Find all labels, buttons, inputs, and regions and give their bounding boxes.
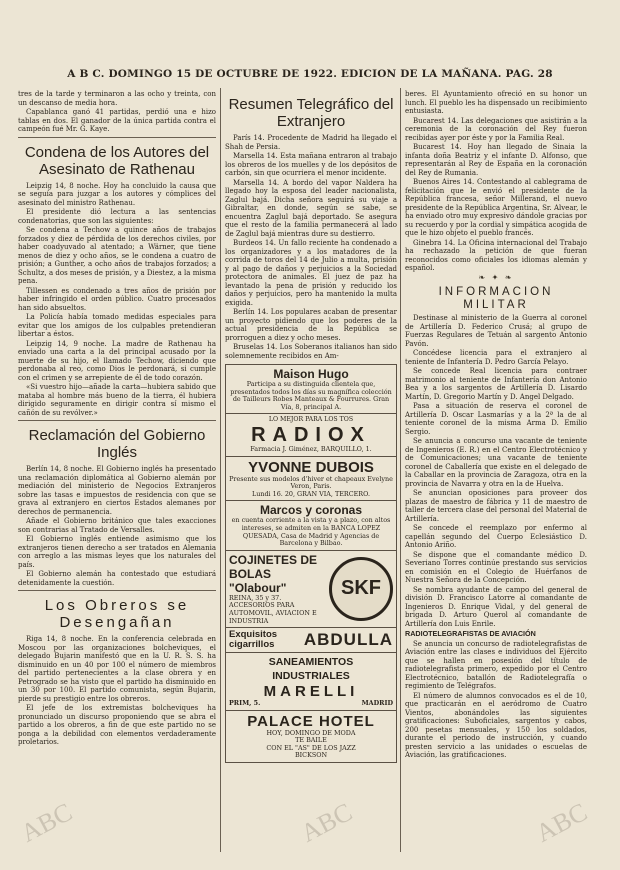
- article-paragraph: Berlín 14. Los populares acaban de presentar un proyecto pidiendo que los poderes de la actual presidencia de la República se prorroguen a diez y ocho meses.: [225, 308, 397, 342]
- ad-line: TE BAILE: [295, 736, 327, 745]
- article-paragraph: El jefe de los extremistas bolcheviques ha pronunciado un discurso proponiendo que se abra el partido a los obreros, a fin de que este partido no se ponga a la debilidad con elementos verdaderamente proletarios.: [18, 704, 216, 746]
- bearing-logo-icon: SKF: [329, 557, 393, 621]
- ad-title: YVONNE DUBOIS: [248, 458, 374, 476]
- article-paragraph: Bucarest 14. Las delegaciones que asistirán a la ceremonia de la coronación del Rey fueron recibidas ayer por éste y por la Familia Real.: [405, 116, 587, 142]
- article-paragraph: Se anuncia a concurso una vacante de teniente de Ingenieros (E. R.) en el Centro Electrotécnico y de Comunicaciones; una vacante de teniente coronel de Caballería que existe en el delegado de la Caballar en la provincia de Zaragoza, otra en la provincia de Navarra y otra en la de Huelva.: [405, 437, 587, 488]
- ad-title: PALACE HOTEL: [247, 712, 375, 730]
- column-divider: [400, 88, 401, 852]
- article-paragraph: Se nombra ayudante de campo del general de división D. Francisco Latorre al comandante de Ingenieros D. Enrique Vidal, y del general de brigada D. Arturo Querol al comandante de Artillería don Luis Enrile.: [405, 585, 587, 628]
- article-paragraph: «Si vuestro hijo—añade la carta—hubiera sabido que mataba al hombre más bueno de la tierra, él hubiera dirigido seguramente en dirigir contra sí mismo el cañón de su revólver.»: [18, 383, 216, 417]
- ad-brand: ABDULLA: [303, 630, 393, 650]
- article-paragraph: Se concede el reemplazo por enfermo al capellán segundo del Cuerpo Eclesiástico D. Antonio Ariño.: [405, 524, 587, 549]
- intro-paragraph: tres de la tarde y terminaron a las ocho y treinta, con un descanso de media hora.: [18, 90, 216, 107]
- article-paragraph: Buenos Aires 14. Contestando al cablegrama de felicitación que le envió el presidente de la República francesa, señor Millerand, el nuevo presidente de la República Argentina, Sr. Alvear, le ha enviado otro muy expresivo dándole gracias por su recuerdo y por la cordial y simpática acogida de que le hizo objeto el pueblo francés.: [405, 178, 587, 237]
- article-paragraph: Leipzig 14, 9 noche. La madre de Rathenau ha enviado una carta a la del principal acusado por la muerte de su hijo, el llamado Techow, diciendo que perdonaba al reo, como Dios le perdonará, si cumple con el crimen y se arrepiente de él de todo corazón.: [18, 339, 216, 382]
- ad-text: en cuenta corriente a la vista y a plazo, con altos intereses, se admiten en la BANCA LOPEZ QUESADA, Casa de Madrid y Agencias de Barcelona y Bilbao.: [231, 516, 391, 548]
- page-header: A B C. DOMINGO 15 DE OCTUBRE DE 1922. EDICION DE LA MAÑANA. PAG. 28: [67, 68, 553, 80]
- ad-cojinetes: [226, 551, 396, 628]
- ad-saneamientos: [226, 653, 396, 711]
- article-paragraph: Se dispone que el comandante médico D. Severiano Torres continúe prestando sus servicios en comisión en el Colegio de Huérfanos de Nuestra Señora de la Concepción.: [405, 550, 587, 584]
- abc-watermark: ABC: [296, 797, 357, 848]
- abc-watermark: ABC: [16, 797, 77, 848]
- article-paragraph: Destinase al ministerio de la Guerra al coronel de Artillería D. Federico Crusá; al grupo de Fuerzas Regulares de Tetuán al sargento Antonio Pavón.: [405, 314, 587, 348]
- ad-text: ACCESORIOS PARA AUTOMOVIL, AVIACION E INDUSTRIA: [229, 601, 317, 625]
- section-rule: [18, 137, 216, 138]
- article-paragraph: Se anuncia un concurso de radiotelegrafistas de Aviación entre las clases e individuos del Ejército que se hallen en posesión del título de radiotelegrafista primero, expedido por el Centro Electrotécnico, batallón de Radiotelegrafía o regimiento de Telégrafos.: [405, 639, 587, 690]
- ad-maison-hugo: [226, 365, 396, 414]
- article-paragraph: Se concede Real licencia para contraer matrimonio al teniente de Infantería don Antonio Bea y a los sargentos de Artillería D. Lisardo Martín, D. Gregorio Martín y D. Angel Delgado.: [405, 367, 587, 401]
- ad-line: CON EL "AS" DE LOS JAZZ: [266, 743, 356, 752]
- ad-abdulla: [226, 628, 396, 653]
- intro-paragraph: Capablanca ganó 41 partidas, perdió una e hizo tablas en dos. El ganador de la única partida contra el campeón fué Mr. G. Kaye.: [18, 108, 216, 133]
- headline-condena: Condena de los Autores del Asesinato de Rathenau: [24, 143, 210, 178]
- section-rule: [18, 420, 216, 421]
- article-paragraph: Riga 14, 8 noche. En la conferencia celebrada en Moscou por las organizaciones bolcheviques, el delegado Bujarin manifestó que en la U. R. S. S. ha disminuido en un 40 por 100 el número de miembros del partido pertenecientes a la clase obrera y en Petrogrado se ha visto que el partido ha disminuido en un 30 por 100. El partido comunista, según Bujarin, pierde su prestigio entre los obreros.: [18, 635, 216, 703]
- ad-line: BICKSON: [294, 751, 328, 760]
- article-paragraph: Tillessen es condenado a tres años de prisión por haber infringido el orden público. Cuatro procesados han sido absueltos.: [18, 286, 216, 312]
- article-paragraph: Se condena a Techow a quince años de trabajos forzados y diez de pérdida de los derechos civiles, por haber coadyuvado al atentado; a Wärner, que tiene menos de diez y ocho años, se le condena a cuatro de prisión; a Gunther, a ocho años de trabajos forzados; a Schultz, a dos meses de prisión, y a Diestez, a la misma pena.: [18, 226, 216, 285]
- ad-marcos-coronas: [226, 501, 396, 550]
- ad-address: Farmacia J. Giménez, BARQUILLO, 1.: [250, 444, 372, 453]
- article-paragraph: Se anuncian oposiciones para proveer dos plazas de maestro de fábrica y 11 de maestro de taller de tercera clase del personal del Material de Artillería.: [405, 489, 587, 523]
- ad-yvonne-dubois: [226, 457, 396, 502]
- ad-title: RADIOX: [251, 423, 371, 446]
- article-paragraph: El presidente dió lectura a las sentencias condenatorias, que son las siguientes:: [18, 208, 216, 225]
- article-paragraph: El Gobierno alemán ha contestado que estudiará detenidamente la cuestión.: [18, 570, 216, 587]
- ad-line: HOY, DOMINGO DE MODA: [266, 728, 356, 737]
- article-paragraph: El Gobierno inglés entiende asimismo que los extranjeros tienen derecho a ser tratados en Alemania con arreglo a las mismas leyes que los naturales del país.: [18, 535, 216, 569]
- article-paragraph: Leipzig 14, 8 noche. Hoy ha concluido la causa que se seguía para juzgar a los autores y cómplices del asesinato del ministro Rathenau.: [18, 181, 216, 207]
- ad-tagline: Exquisitos cigarrillos: [229, 629, 278, 651]
- ad-text: Presente sus modelos d'hiver et chapeaux Evelyne Veron, Paris.: [229, 474, 393, 491]
- column-left: [18, 90, 216, 854]
- ad-title: Maison Hugo: [273, 367, 349, 381]
- article-paragraph: beres. El Ayuntamiento ofreció en su honor un lunch. El pueblo les ha dispensado un recibimiento entusiasta.: [405, 90, 587, 115]
- column-divider: [220, 88, 221, 852]
- ad-palace-hotel: [226, 711, 396, 762]
- ad-title: COJINETES DE BOLAS: [229, 552, 318, 581]
- ad-address: PRIM, 5.: [229, 699, 261, 708]
- ad-radiox: [226, 414, 396, 456]
- headline-militar: INFORMACION MILITAR: [438, 286, 554, 311]
- ad-text: Participa a su distinguida clientela que, presentados todos los días su magnífica colección de Tailleurs Robes Manteaux & Fourrures. Gran Vía, 8, principal A.: [230, 380, 392, 411]
- article-paragraph: Berlín 14, 8 noche. El Gobierno inglés ha presentado una reclamación diplomática al Gobierno alemán por mediación del ministerio de Negocios Extranjeros sobre las tasas e impuestos de residencia con que se grava al extranjero en ciertos Estados alemanes por derechos de permanencia.: [18, 465, 216, 516]
- headline-obreros: Los Obreros se Desengañan: [44, 597, 190, 631]
- article-paragraph: París 14. Procedente de Madrid ha llegado el Shah de Persia.: [225, 134, 397, 151]
- section-rule: [18, 590, 216, 591]
- column-right: [405, 90, 587, 854]
- ornament-divider: ❧ ✦ ❧: [478, 272, 514, 282]
- ad-text-block: [229, 553, 325, 625]
- advertisements: [225, 364, 397, 763]
- ad-address-row: [229, 700, 393, 708]
- ad-address: Lundi 16. 20, GRAN VIA, TERCERO.: [251, 489, 370, 498]
- abc-watermark: ABC: [531, 797, 592, 848]
- ad-brand: MARELLI: [263, 683, 359, 701]
- article-paragraph: La Policía había tomado medidas especiales para evitar que los amigos de los culpables pretendieran libertar a éstos.: [18, 313, 216, 338]
- article-paragraph: Ginebra 14. La Oficina internacional del Trabajo ha rechazado la petición de que fueran reconocidos como oficiales los idiomas alemán y español.: [405, 238, 587, 272]
- headline-reclamacion: Reclamación del Gobierno Inglés: [28, 427, 206, 461]
- subheading-radio: RADIOTELEGRAFISTAS DE AVIACIÓN: [405, 629, 536, 638]
- ad-title: SANEAMIENTOS INDUSTRIALES: [268, 656, 354, 683]
- ad-title: Marcos y coronas: [259, 503, 363, 518]
- article-paragraph: Añade el Gobierno británico que tales exacciones son contrarias al Tratado de Versalles.: [18, 517, 216, 534]
- article-paragraph: Marsella 14. Esta mañana entraron al trabajo los obreros de los muelles y de los depósitos de carbón, sin que ocurriera el menor incidente.: [225, 152, 397, 177]
- article-paragraph: Bruselas 14. Los Soberanos italianos han sido solemnemente recibidos en Am-: [225, 343, 397, 360]
- ad-tagline: LO MEJOR PARA LOS TOS: [268, 416, 354, 424]
- ad-city: MADRID: [361, 699, 393, 708]
- article-paragraph: Concédese licencia para el extranjero al teniente de Infantería D. Pedro García Pelayo.: [405, 349, 587, 366]
- headline-resumen: Resumen Telegráfico del Extranjero: [228, 96, 394, 130]
- article-paragraph: Burdeos 14. Un fallo reciente ha condenado a los organizadores y a los matadores de la corrida de toros del 14 de Julio a multa, prisión y al pago de daños y perjuicios a la Sociedad protectora de animales. El juez de paz ha levantado la pena de prisión y reducido los daños y perjuicios, pero ha mantenido la multa exigida.: [225, 239, 397, 307]
- column-middle: [225, 90, 397, 854]
- article-paragraph: Bucarest 14. Hoy han llegado de Sinaia la infanta doña Beatriz y el infante D. Alfonso, que representarán al Rey de España en la coronación del Rey de Rumania.: [405, 143, 587, 177]
- article-paragraph: Pasa a situación de reserva el coronel de Artillería D. Oscar Lasmarías y a la 2ª la de al teniente coronel de la misma Arma D. Emilio Sergio.: [405, 402, 587, 436]
- article-paragraph: Marsella 14. A bordo del vapor Naldera ha llegado hoy la esposa del leader nacionalista, Zaglul bajá. Dicha señora seguirá su viaje a Gibraltar, en donde, según se sabe, se encuentra Zaglul bajá deportado. Se asegura que el resto de la familia permanecerá al lado de Zaglul bajá mientras dure su destierro.: [225, 178, 397, 238]
- ad-address: REINA, 35 y 37.: [229, 593, 282, 602]
- ad-brand: "Olabour": [229, 580, 287, 595]
- article-paragraph: El número de alumnos convocados es el de 10, que practicarán en el aeródromo de Cuatro Vientos, abonándoles las siguientes gratificaciones: Suboficiales, sargentos y cabos, 200 pesetas mensuales, y 150 los soldados, durante el periodo de instrucción, y cuando presten servicio a las unidades o escuelas de Aviación, las gratificaciones.: [405, 691, 587, 759]
